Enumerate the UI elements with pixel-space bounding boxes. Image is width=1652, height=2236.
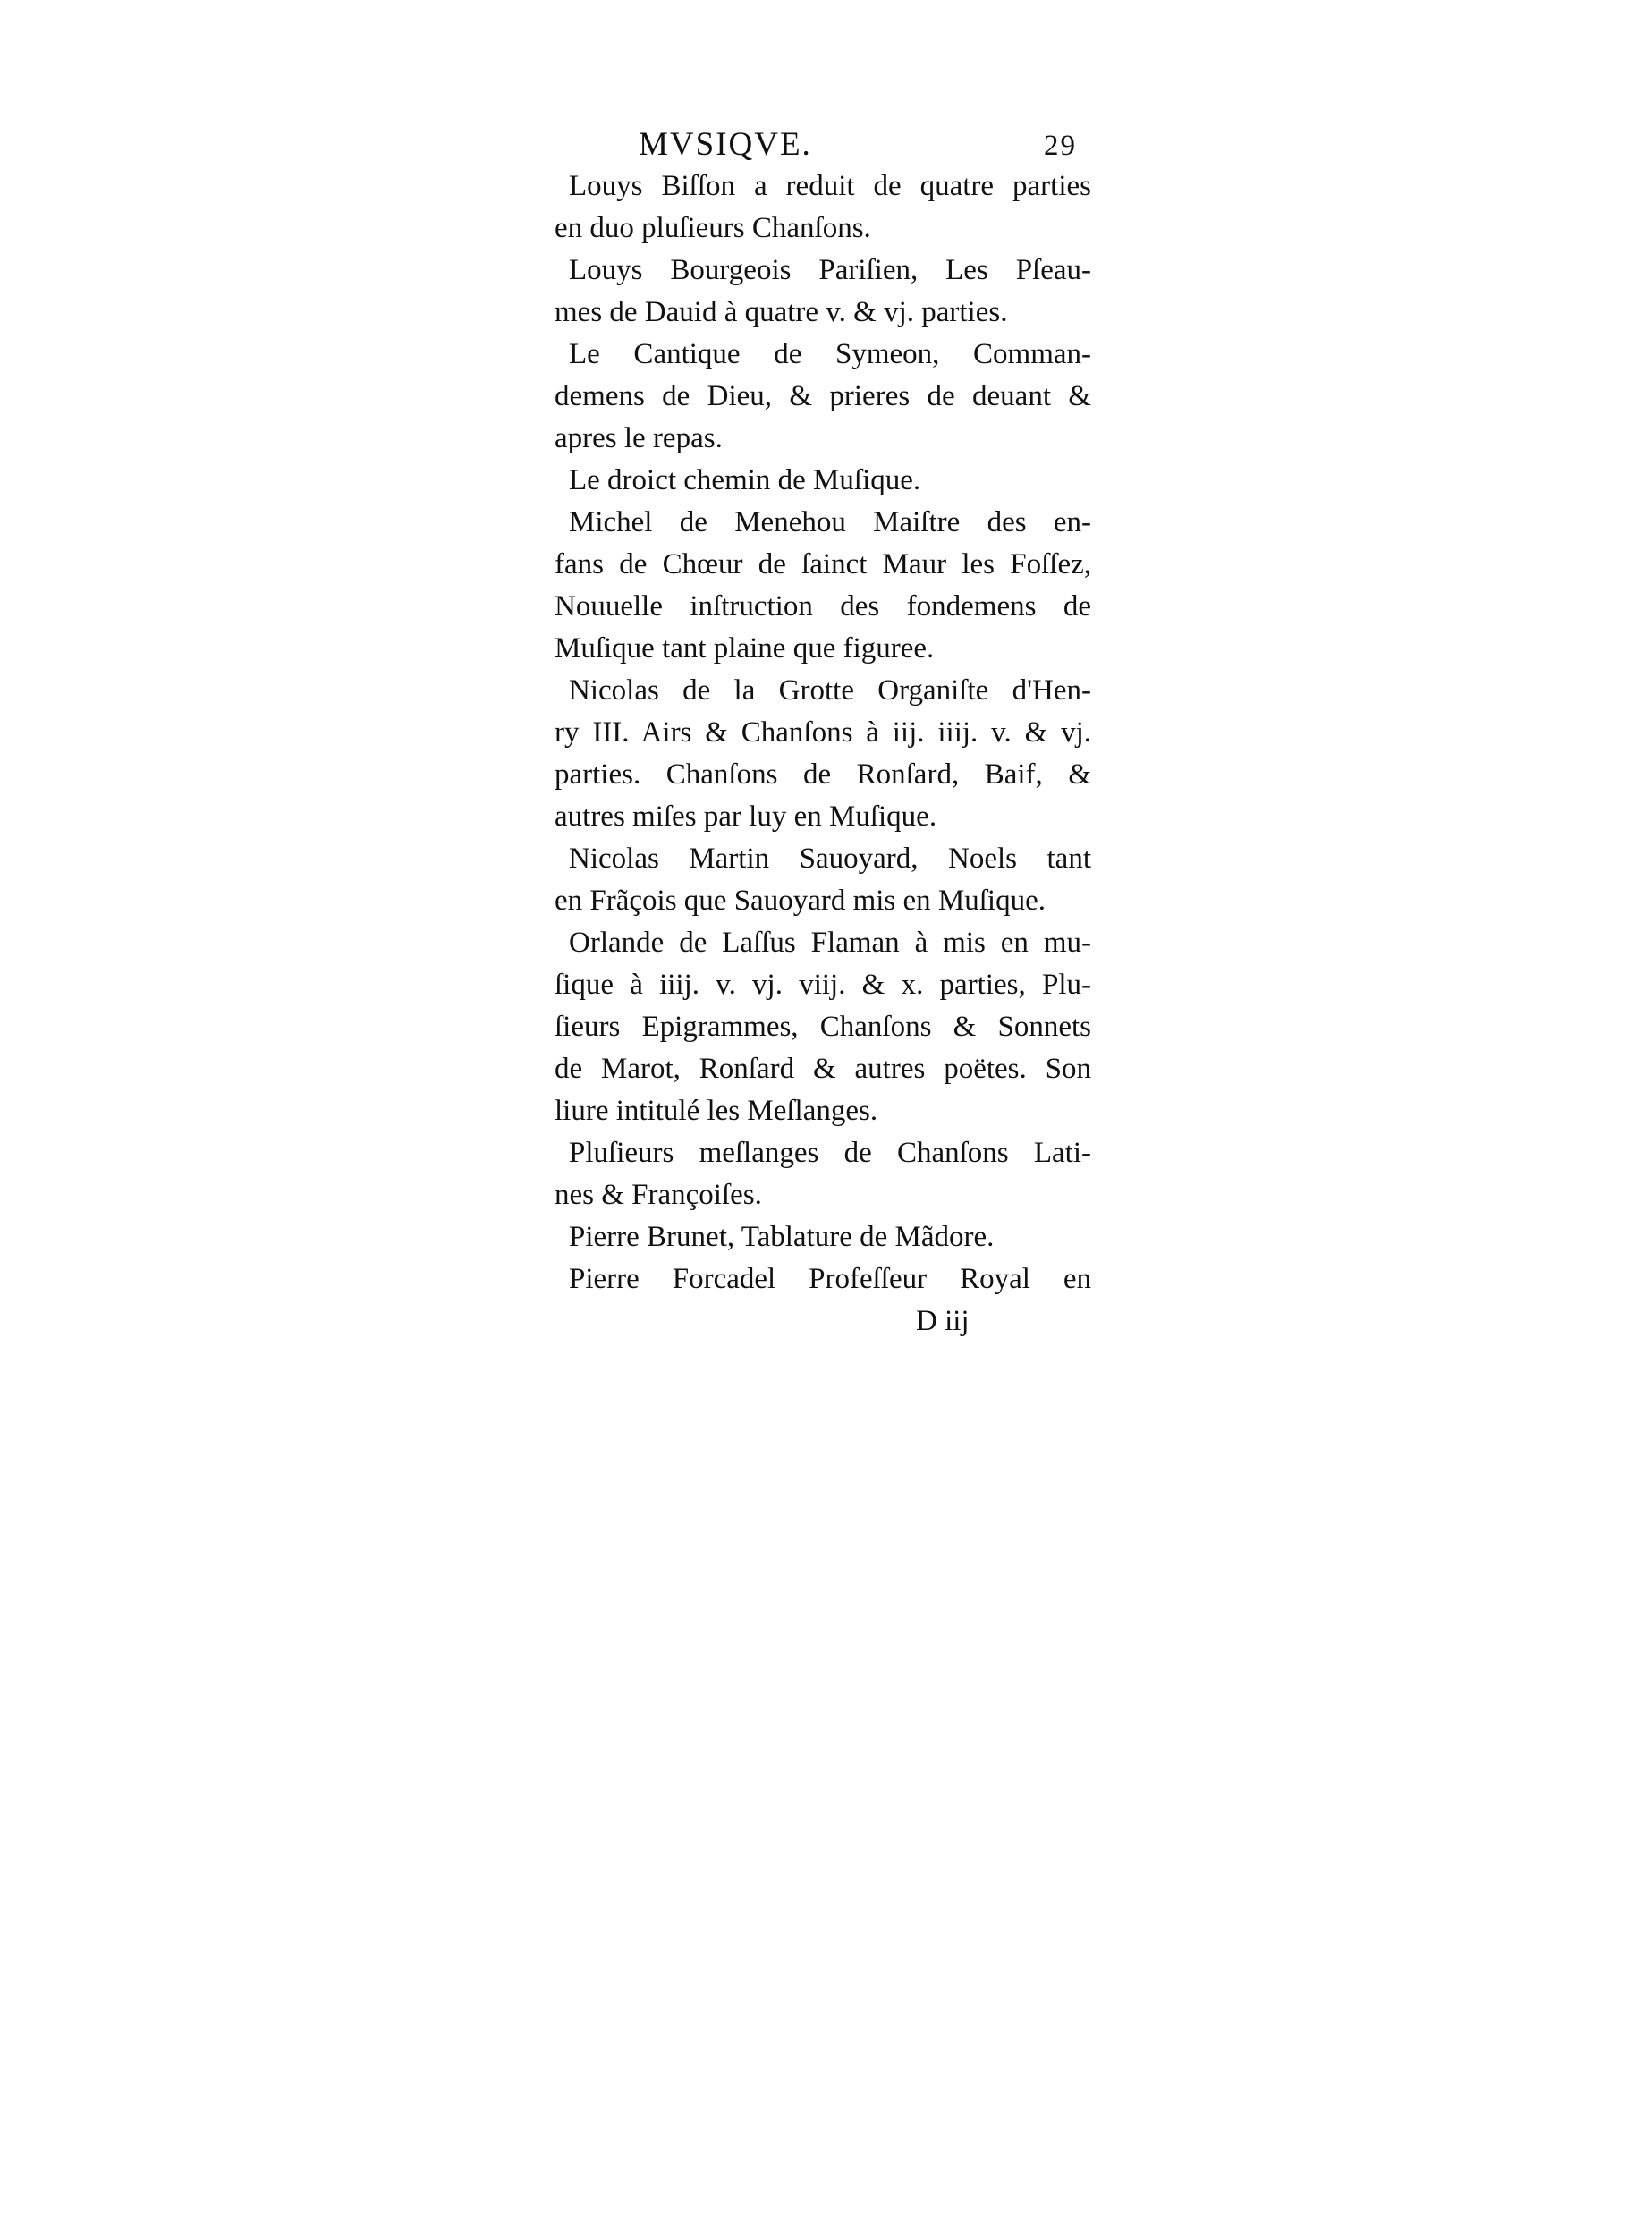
text-block	[555, 123, 1091, 1342]
text-line: de Marot, Ronſard & autres poëtes. Son	[555, 1053, 1091, 1085]
text-line: apres le repas.	[555, 422, 723, 454]
running-title: MVSIQVE.	[639, 126, 812, 163]
text-line: autres miſes par luy en Muſique.	[555, 800, 937, 833]
page-number: 29	[1044, 130, 1077, 162]
text-line: ry III. Airs & Chanſons à iij. iiij. v. & vj.	[555, 716, 1091, 749]
signature-mark: D iij	[916, 1305, 970, 1337]
text-line: Le Cantique de Symeon, Comman-	[569, 338, 1091, 370]
text-line: Pierre Brunet, Tablature de Mãdore.	[569, 1221, 995, 1253]
text-line: nes & Françoiſes.	[555, 1179, 762, 1211]
text-line: Orlande de Laſſus Flaman à mis en mu-	[569, 927, 1091, 959]
text-line: Nicolas de la Grotte Organiſte d'Hen-	[569, 674, 1091, 707]
text-line: en Frãçois que Sauoyard mis en Muſique.	[555, 885, 1046, 917]
text-line: Pluſieurs meſlanges de Chanſons Lati-	[569, 1137, 1091, 1169]
text-line: Louys Biſſon a reduit de quatre parties	[569, 170, 1091, 202]
text-line: en duo pluſieurs Chanſons.	[555, 212, 871, 244]
body-text	[555, 165, 1091, 1300]
text-line: parties. Chanſons de Ronſard, Baif, &	[555, 758, 1091, 791]
text-line: Louys Bourgeois Pariſien, Les Pſeau-	[569, 254, 1091, 286]
running-head	[555, 123, 1091, 165]
text-line: liure intitulé les Meſlanges.	[555, 1095, 878, 1127]
text-line: ſieurs Epigrammes, Chanſons & Sonnets	[555, 1011, 1091, 1043]
text-line: Pierre Forcadel Profeſſeur Royal en	[569, 1263, 1091, 1295]
text-line: demens de Dieu, & prieres de deuant &	[555, 380, 1091, 412]
text-line: Muſique tant plaine que figuree.	[555, 632, 935, 665]
text-line: mes de Dauid à quatre v. & vj. parties.	[555, 296, 1008, 328]
text-line: Nicolas Martin Sauoyard, Noels tant	[569, 843, 1091, 875]
text-line: Le droict chemin de Muſique.	[569, 464, 921, 496]
text-line: fans de Chœur de ſainct Maur les Foſſez,	[555, 548, 1091, 580]
signature-line	[555, 1300, 1091, 1342]
text-line: Michel de Menehou Maiſtre des en-	[569, 506, 1091, 538]
text-line: Nouuelle inſtruction des fondemens de	[555, 590, 1091, 623]
text-line: ſique à iiij. v. vj. viij. & x. parties, Plu-	[555, 969, 1091, 1001]
